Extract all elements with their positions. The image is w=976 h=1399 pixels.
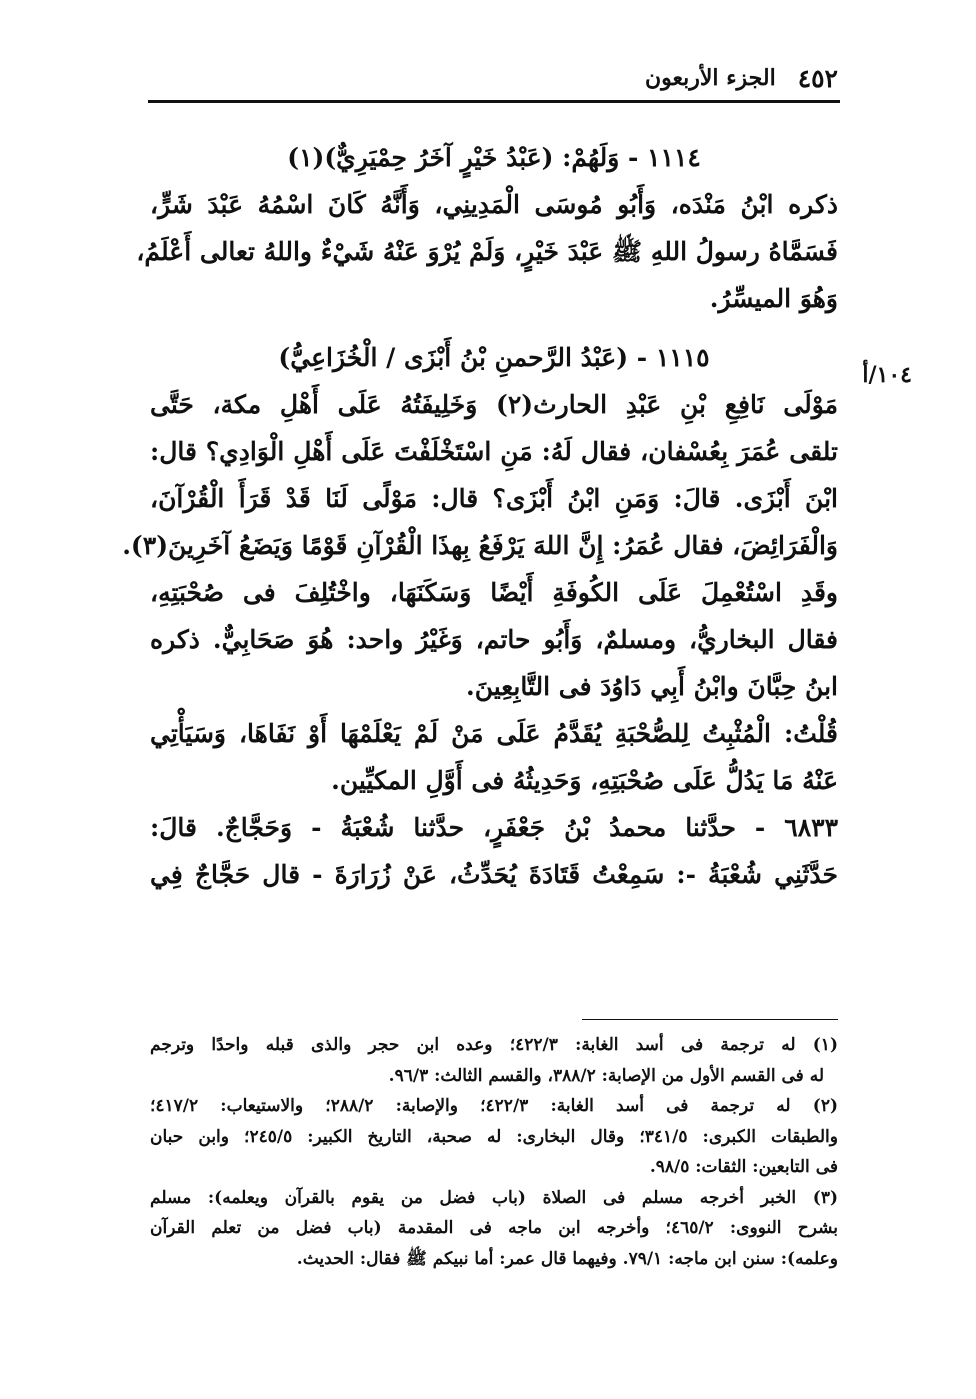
- text-line: عَنْهُ مَا يَدُلُّ عَلَى صُحْبَتِهِ، وَحَدِيثُهُ فى أَوَّلِ المكيِّين.: [331, 766, 838, 795]
- footnote-1-cont: له فى القسم الأول من الإصابة: ٣٨٨/٢، والقسم الثالث: ٩٦/٣.: [388, 1065, 824, 1086]
- footnote-3-cont: بشرح النووى: ٤٦٥/٢؛ وأخرجه ابن ماجه فى المقدمة (باب فضل من تعلم القرآن: [150, 1218, 838, 1238]
- text-line: وقَدِ اسْتُعْمِلَ عَلَى الكُوفَةِ أَيْضًا وَسَكَنَهَا، واخْتُلِفَ فى صُحْبَتِهِ،: [150, 578, 838, 607]
- running-title: الجزء الأربعون: [645, 65, 776, 91]
- text-line: وَالْفَرَائِضَ، فقال عُمَرُ: إِنَّ اللهَ يَرْفَعُ بِهذَا الْقُرْآنِ قَوْمًا وَيَضَعُ آخَرِينَ(٣).: [122, 531, 838, 560]
- hadith-line: ٦٨٣٣ - حدَّثنا محمدُ بْنُ جَعْفَرٍ، حدَّثنا شُعْبَةُ - وَحَجَّاجٌ. قالَ:: [150, 813, 838, 842]
- text-line: ابْنَ أَبْزَى. قالَ: وَمَنِ ابْنُ أَبْزَى؟ قال: مَوْلًى لَنَا قَدْ قَرَأَ الْقُرْآنَ،: [150, 484, 838, 513]
- text-line: مَوْلَى نَافِعِ بْنِ عَبْدِ الحارث(٢) وَخَلِيفَتُهُ عَلَى أَهْلِ مكة، حَتَّى: [150, 390, 839, 419]
- footnote-3: (٣) الخبر أخرجه مسلم فى الصلاة (باب فضل من يقوم بالقرآن ويعلمه): مسلم: [150, 1187, 838, 1208]
- footnote-1: (١) له ترجمة فى أسد الغابة: ٤٢٢/٣؛ وعده ابن حجر والذى قبله واحدًا وترجم: [150, 1035, 838, 1055]
- manuscript-folio-note: ١٠٤/أ: [862, 362, 912, 388]
- text-line: فَسَمَّاهُ رسولُ اللهِ ﷺ عَبْدَ خَيْرٍ، وَلَمْ يُرْوَ عَنْهُ شَيْءٌ واللهُ تعالى أَعْلَمُ،: [136, 237, 838, 266]
- text-line: تلقى عُمَرَ بِعُسْفان، فقال لَهُ: مَنِ اسْتَخْلَفْتَ عَلَى أَهْلِ الْوَادِي؟ قال:: [150, 437, 838, 466]
- hadith-line: حَدَّثَنِي شُعْبَةُ -: سَمِعْتُ قَتَادَةَ يُحَدِّثُ، عَنْ زُرَارَةَ - قال حَجَّاجٌ فِي: [150, 860, 838, 889]
- entry-heading-1114: ١١١٤ - وَلَهُمْ: (عَبْدُ خَيْرٍ آخَرُ حِمْيَرِيٌّ)(١): [287, 143, 701, 172]
- main-text: [122, 134, 839, 898]
- entry-heading-1115: ١١١٥ - (عَبْدُ الرَّحمنِ بْنُ أَبْزَى / الْخُزَاعِيُّ): [278, 343, 710, 372]
- footnote-3-cont: وعلمه): سنن ابن ماجه: ٧٩/١. وفيهما قال عمر: أما نبيكم ﷺ فقال: الحديث.: [296, 1248, 838, 1269]
- text-line: ابنُ حِبَّانَ وابْنُ أَبِي دَاوُدَ فى التَّابِعِينَ.: [466, 672, 838, 701]
- text-line: قُلْتُ: الْمُثْبِتُ لِلصُّحْبَةِ يُقَدَّمُ عَلَى مَنْ لَمْ يَعْلَمْهَا أَوْ نَفَاهَا، وَسَيَأْتِي: [150, 719, 838, 748]
- footnote-2: (٢) له ترجمة فى أسد الغابة: ٤٢٢/٣؛ والإصابة: ٢٨٨/٢؛ والاستيعاب: ٤١٧/٢؛: [150, 1096, 838, 1116]
- text-line: وَهُوَ الميسِّرُ.: [709, 284, 838, 313]
- text-line: فقال البخاريُّ، ومسلمٌ، وَأَبُو حاتم، وَغَيْرُ واحد: هُوَ صَحَابِيٌّ. ذكره: [150, 625, 838, 654]
- footnote-rule: [582, 1019, 838, 1020]
- text-line: ذكره ابْنُ مَنْدَه، وَأَبُو مُوسَى الْمَدِينِي، وَأَنَّهُ كَانَ اسْمُهُ عَبْدَ شَرٍّ،: [150, 190, 838, 219]
- page-number: ٤٥٢: [797, 63, 838, 93]
- paragraph-gap: [150, 322, 838, 334]
- header-rule: [148, 100, 840, 103]
- footnote-2-cont: والطبقات الكبرى: ٣٤١/٥؛ وقال البخارى: له صحبة، التاريخ الكبير: ٢٤٥/٥؛ وابن حبان: [150, 1126, 838, 1147]
- footnotes: [150, 1030, 838, 1274]
- page-header: [148, 58, 838, 98]
- footnote-2-cont: فى التابعين: الثقات: ٩٨/٥.: [649, 1157, 838, 1177]
